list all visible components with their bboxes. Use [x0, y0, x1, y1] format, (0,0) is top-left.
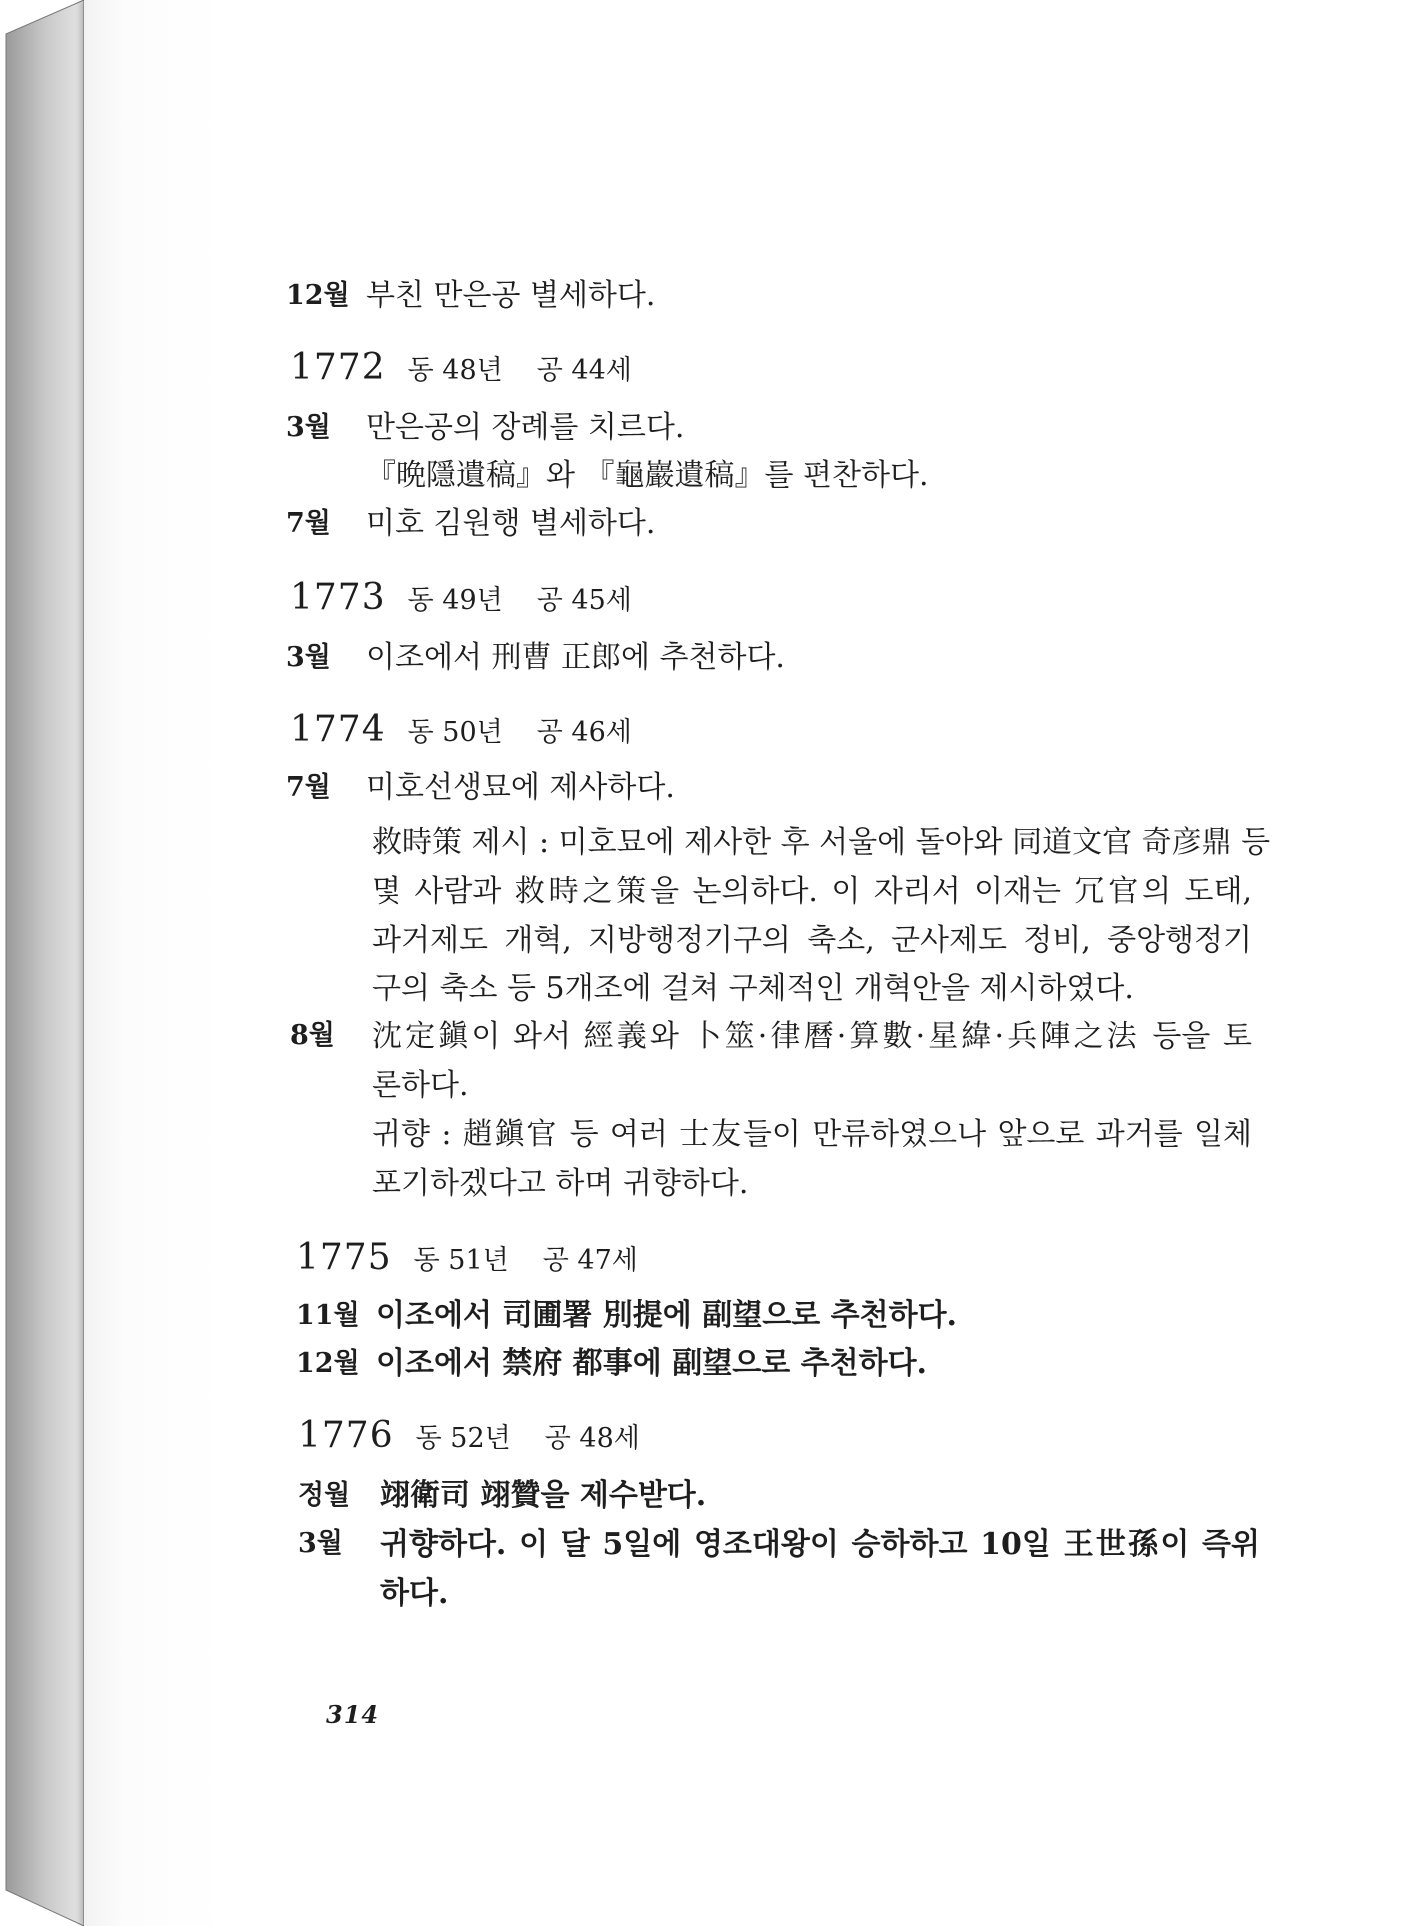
age: 공 46세	[536, 717, 632, 748]
age: 공 45세	[536, 585, 632, 616]
entry-month: 8월	[290, 1020, 335, 1051]
entry-month: 12월	[286, 280, 350, 311]
year-number: 1773	[290, 577, 386, 618]
entry-month: 7월	[286, 772, 331, 803]
entry-text: 만은공의 장례를 치르다.	[366, 410, 685, 445]
entry-paragraph-line: 귀향 : 趙鎭官 등 여러 士友들이 만류하였으나 앞으로 과거를 일체	[372, 1117, 1252, 1152]
entry-month: 3월	[286, 412, 331, 443]
entry-paragraph-line: 몇 사람과 救時之策을 논의하다. 이 자리서 이재는 冗官의 도태,	[372, 874, 1252, 909]
age: 공 44세	[536, 355, 632, 386]
entry-month: 11월	[296, 1300, 360, 1331]
reign-year: 동 48년	[407, 355, 503, 386]
entry-paragraph-line: 구의 축소 등 5개조에 걸쳐 구체적인 개혁안을 제시하였다.	[372, 971, 1134, 1006]
year-heading	[290, 576, 632, 623]
entry-text: 이조에서 司圃署 別提에 副望으로 추천하다.	[376, 1298, 958, 1333]
reign-year: 동 52년	[415, 1423, 511, 1454]
year-heading	[290, 708, 632, 755]
entry-paragraph-line: 귀향하다. 이 달 5일에 영조대왕이 승하하고 10일 王世孫이 즉위	[380, 1527, 1260, 1562]
year-number: 1774	[290, 709, 386, 750]
entry-paragraph-line: 포기하겠다고 하며 귀향하다.	[372, 1166, 749, 1201]
reign-year: 동 51년	[413, 1245, 509, 1276]
reign-year: 동 50년	[407, 717, 503, 748]
year-number: 1772	[290, 347, 386, 388]
year-heading	[290, 346, 632, 393]
entry-text: 미호선생묘에 제사하다.	[366, 770, 675, 805]
entry-text: 이조에서 禁府 都事에 副望으로 추천하다.	[376, 1346, 928, 1381]
year-number: 1776	[298, 1415, 394, 1456]
entry-paragraph-line: 론하다.	[372, 1068, 469, 1103]
entry-text: 이조에서 刑曹 正郎에 추천하다.	[366, 640, 785, 675]
entry-text: 부친 만은공 별세하다.	[366, 278, 656, 313]
entry-paragraph-line: 沈定鎭이 와서 經義와 卜筮·律曆·算數·星緯·兵陣之法 등을 토	[372, 1019, 1252, 1054]
entry-paragraph-line: 과거제도 개혁, 지방행정기구의 축소, 군사제도 정비, 중앙행정기	[372, 923, 1252, 958]
entry-text: 翊衛司 翊贊을 제수받다.	[380, 1478, 707, 1513]
entry-paragraph-line: 救時策 제시 : 미호묘에 제사한 후 서울에 돌아와 同道文官 奇彦鼎 등	[372, 825, 1271, 860]
entry-month: 정월	[298, 1480, 351, 1511]
entry-month: 3월	[286, 642, 331, 673]
entry-month: 3월	[298, 1528, 343, 1559]
entry-month: 7월	[286, 508, 331, 539]
entry-text: 미호 김원행 별세하다.	[366, 506, 656, 541]
age: 공 47세	[542, 1245, 638, 1276]
year-heading	[298, 1414, 640, 1461]
entry-text: 『晩隱遺稿』와 『龜巖遺稿』를 편찬하다.	[366, 458, 929, 493]
age: 공 48세	[544, 1423, 640, 1454]
page-number: 314	[326, 1700, 380, 1729]
year-heading	[296, 1236, 638, 1283]
reign-year: 동 49년	[407, 585, 503, 616]
entry-paragraph-line: 하다.	[380, 1576, 449, 1611]
year-number: 1775	[296, 1237, 392, 1278]
entry-month: 12월	[296, 1348, 360, 1379]
